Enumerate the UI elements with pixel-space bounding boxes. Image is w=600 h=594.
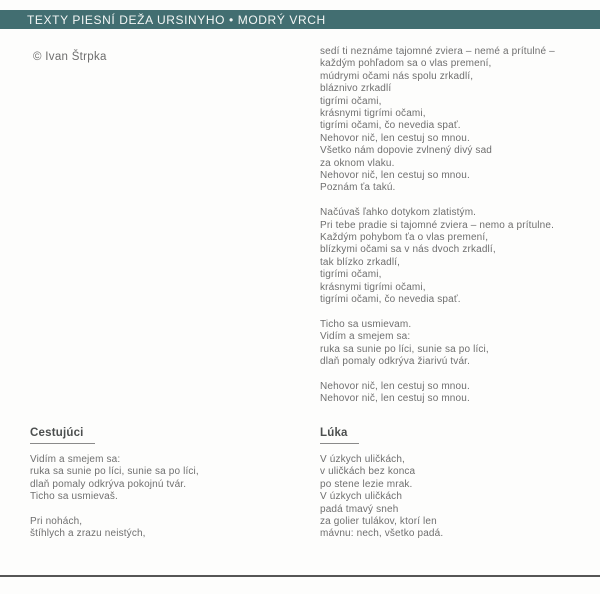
poem-line: každým pohľadom sa o vlas premení, xyxy=(320,58,492,70)
header-bar xyxy=(0,10,600,29)
poem-line: za golier tulákov, ktorí len xyxy=(320,516,437,528)
section-heading-cestujuci: Cestujúci xyxy=(30,427,95,444)
poem-line: Každým pohybom ťa o vlas premení, xyxy=(320,232,489,244)
poem-line: krásnymi tigrími očami, xyxy=(320,281,426,293)
poem-line: v uličkách bez konca xyxy=(320,466,416,478)
poem-line: po stene lezie mrak. xyxy=(320,478,413,490)
stanza xyxy=(30,516,300,541)
copyright-credit: © Ivan Štrpka xyxy=(33,51,107,63)
poem-line: mávnu: nech, všetko padá. xyxy=(320,528,444,540)
poem-line: sedí ti neznáme tajomné zviera – nemé a prítulné – xyxy=(320,46,555,57)
poem-line: V úzkych uličkách xyxy=(320,491,403,503)
section-luka xyxy=(320,423,590,541)
poem-line: Vidím a smejem sa: xyxy=(30,454,121,465)
poem-line: Nehovor nič, len cestuj so mnou. xyxy=(320,380,470,392)
poem-line: bláznivo zrkadlí xyxy=(320,83,392,95)
poem-line: V úzkych uličkách, xyxy=(320,454,405,465)
poem-line: blízkymi očami sa v nás dvoch zrkadlí, xyxy=(320,244,496,256)
poem-line: krásnymi tigrími očami, xyxy=(320,108,426,120)
poem-line: tigrími očami, čo nevedia spať. xyxy=(320,120,461,132)
poem-line: Ticho sa usmievaš. xyxy=(30,491,118,503)
stanza xyxy=(320,207,590,306)
stanza xyxy=(30,454,300,504)
main-poem xyxy=(320,46,590,406)
poem-line: Všetko nám dopovie zvlnený divý sad xyxy=(320,145,493,157)
section-heading-luka: Lúka xyxy=(320,427,359,444)
poem-line: tak blízko zrkadlí, xyxy=(320,256,401,268)
poem-line: Poznám ťa takú. xyxy=(320,182,396,194)
poem-line: Načúvaš ľahko dotykom zlatistým. xyxy=(320,207,477,219)
poem-line: Nehovor nič, len cestuj so mnou. xyxy=(320,393,470,405)
poem-line: Nehovor nič, len cestuj so mnou. xyxy=(320,170,470,182)
stanza xyxy=(320,319,590,369)
poem-line: ruka sa sunie po líci, sunie sa po líci, xyxy=(30,466,199,478)
poem-line: za oknom vlaku. xyxy=(320,157,395,169)
poem-line: tigrími očami, xyxy=(320,269,382,281)
poem-line: dlaň pomaly odkrýva pokojnú tvár. xyxy=(30,478,187,490)
poem-line: ruka sa sunie po líci, sunie sa po líci, xyxy=(320,343,489,355)
poem-line: Ticho sa usmievam. xyxy=(320,318,412,330)
poem-line: Vidím a smejem sa: xyxy=(320,331,411,343)
poem-line: Pri tebe pradie si tajomné zviera – nemo a prítulne. xyxy=(320,219,555,231)
luka-lyrics xyxy=(320,454,590,541)
poem-line: padá tmavý sneh xyxy=(320,503,399,515)
page-title: TEXTY PIESNÍ DEŽA URSINYHO • MODRÝ VRCH xyxy=(27,12,326,27)
stanza xyxy=(320,381,590,406)
cestujuci-lyrics xyxy=(30,454,300,541)
section-cestujuci xyxy=(30,423,300,541)
poem-line: Nehovor nič, len cestuj so mnou. xyxy=(320,132,470,144)
stanza xyxy=(320,454,590,541)
poem-line: tigrími očami, čo nevedia spať. xyxy=(320,294,461,306)
stanza xyxy=(320,46,590,195)
poem-line: Pri nohách, xyxy=(30,516,83,528)
poem-line: dlaň pomaly odkrýva žiarivú tvár. xyxy=(320,356,471,368)
poem-line: tigrími očami, xyxy=(320,95,382,107)
poem-line: štíhlych a zrazu neistých, xyxy=(30,528,146,540)
bottom-rule xyxy=(0,575,600,577)
poem-line: múdrymi očami nás spolu zrkadlí, xyxy=(320,70,474,82)
